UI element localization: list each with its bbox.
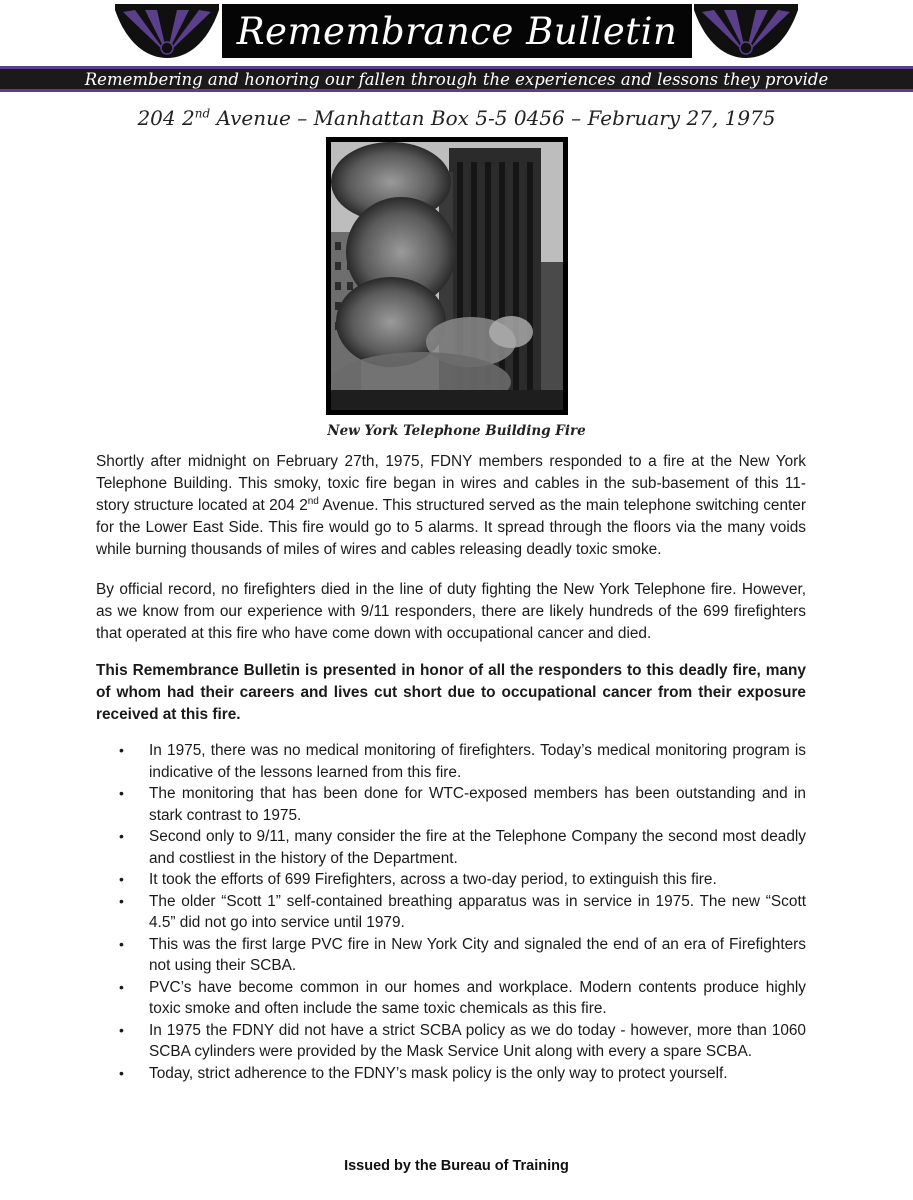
subtitle-rest: Avenue – Manhattan Box 5-5 0456 – February 27, 1975	[210, 106, 776, 130]
tagline-text: Remembering and honoring our fallen through the experiences and lessons they provide	[84, 69, 829, 89]
bulletin-title: Remembrance Bulletin	[222, 4, 692, 58]
list-item	[96, 826, 806, 869]
bullet-icon: •	[119, 1021, 124, 1038]
paragraph-official-record: By official record, no firefighters died in the line of duty fighting the New York Telephone fire. However, as we know from our experience with 9/11 responders, there are likely hundreds of the 699 firefighters that operated at this fire who have come down with occupational cancer and died.	[96, 581, 806, 642]
list-item-text: It took the efforts of 699 Firefighters, across a two-day period, to extinguish this fire.	[149, 871, 717, 888]
list-item-text: The older “Scott 1” self-contained breathing apparatus was in service in 1975. The new “Scott 4.5” did not go into service until 1979.	[149, 892, 806, 931]
paragraph-intro	[96, 451, 806, 561]
event-subtitle	[0, 106, 913, 130]
list-item	[96, 934, 806, 977]
list-item	[96, 1020, 806, 1063]
bunting-right-icon	[694, 4, 798, 58]
list-item-text: Today, strict adherence to the FDNY’s mask policy is the only way to protect yourself.	[149, 1064, 728, 1082]
bullet-icon: •	[119, 935, 124, 952]
paragraph-intro-ordinal: nd	[307, 495, 319, 507]
list-item	[96, 783, 806, 826]
building-fire-photo	[326, 137, 568, 415]
paragraph-dedication: This Remembrance Bulletin is presented in honor of all the responders to this deadly fire, many of whom had their careers and lives cut short due to occupational cancer from their exposure received at this fire.	[96, 662, 806, 723]
list-item-text: The monitoring that has been done for WTC-exposed members has been outstanding and in stark contrast to 1975.	[149, 785, 806, 824]
bullet-icon: •	[119, 892, 124, 909]
bunting-left-icon	[115, 4, 219, 58]
bullet-icon: •	[119, 742, 124, 758]
bullet-icon: •	[119, 785, 124, 801]
list-item-text: In 1975, there was no medical monitoring of firefighters. Today’s medical monitoring program is indicative of the lessons learned from this fire.	[149, 742, 806, 781]
bullet-icon: •	[119, 978, 124, 995]
list-item	[96, 1063, 806, 1085]
list-item-text: This was the first large PVC fire in New York City and signaled the end of an era of Firefighters not using their SCBA.	[149, 935, 806, 974]
photo-image	[331, 142, 563, 410]
paragraph-intro-part-b: Avenue. This structured served as the main telephone switching center for the Lower East Side. This fire would go to 5 alarms. It spread through the floors via the many voids while burning thousands of miles of wires and cables releasing deadly toxic smoke.	[96, 497, 806, 558]
subtitle-ordinal: nd	[194, 106, 211, 121]
list-item	[96, 740, 806, 783]
bullet-icon: •	[119, 828, 124, 844]
list-item	[96, 977, 806, 1020]
list-item-text: Second only to 9/11, many consider the fire at the Telephone Company the second most deadly and costliest in the history of the Department.	[149, 828, 806, 867]
list-item	[96, 869, 806, 891]
footer-issuer: Issued by the Bureau of Training	[344, 1158, 569, 1174]
subtitle-address-number: 204 2	[137, 106, 195, 130]
tagline-bar	[0, 66, 913, 92]
paragraph-intro-part-a: Shortly after midnight on February 27th, 1975, FDNY members responded to a fire at the New York Telephone Building. This smoky, toxic fire began in wires and cables in the sub-basement of this 11- story structure located at 204 2	[96, 453, 806, 514]
bullet-icon: •	[119, 1064, 124, 1081]
lessons-list	[96, 740, 806, 1084]
photo-caption: New York Telephone Building Fire	[327, 423, 586, 439]
list-item	[96, 891, 806, 934]
bullet-icon: •	[119, 871, 124, 887]
list-item-text: In 1975 the FDNY did not have a strict SCBA policy as we do today - however, more than 1060 SCBA cylinders were provided by the Mask Service Unit along with every a spare SCBA.	[149, 1021, 806, 1060]
list-item-text: PVC’s have become common in our homes and workplace. Modern contents produce highly toxic smoke and often include the same toxic chemicals as this fire.	[149, 978, 806, 1017]
